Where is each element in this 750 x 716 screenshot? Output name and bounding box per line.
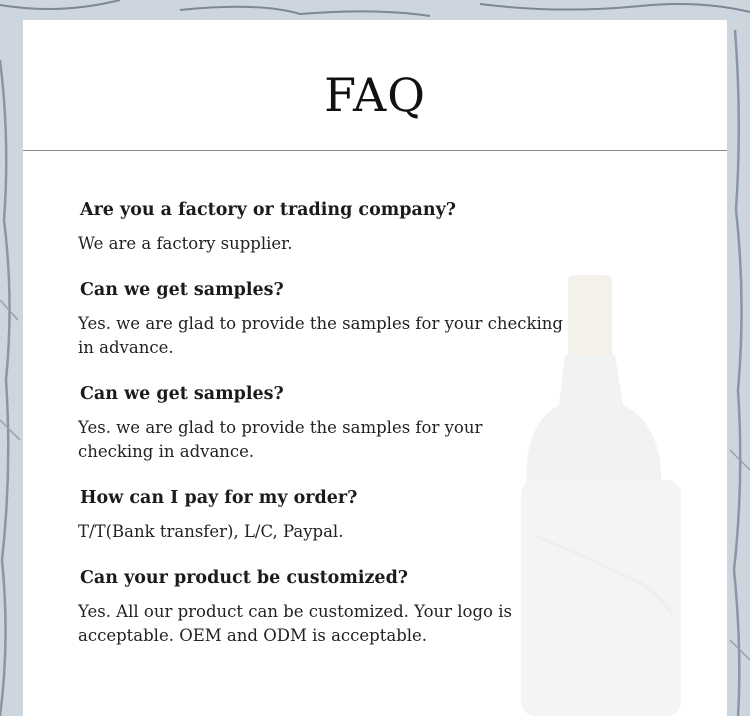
faq-answer: We are a factory supplier. [78,234,293,253]
faq-question: Are you a factory or trading company? [80,200,457,220]
faq-answer: Yes. we are glad to provide the samples for your checking in advance. [78,418,483,461]
faq-question: How can I pay for my order? [80,488,358,508]
faq-question: Can your product be customized? [80,568,409,588]
faq-item [78,278,578,360]
faq-answer: Yes. All our product can be customized. Your logo is acceptable. OEM and ODM is acceptable. [78,602,512,645]
faq-item [78,566,578,648]
faq-item [78,198,578,256]
faq-question: Can we get samples? [80,384,284,404]
page-title: FAQ [324,68,426,122]
faq-card [23,20,727,716]
faq-question: Can we get samples? [80,280,284,300]
faq-list [78,198,578,670]
faq-item [78,382,578,464]
faq-item [78,486,578,544]
faq-answer: Yes. we are glad to provide the samples for your checking in advance. [78,314,563,357]
faq-answer: T/T(Bank transfer), L/C, Paypal. [78,522,344,541]
title-divider [23,150,727,151]
